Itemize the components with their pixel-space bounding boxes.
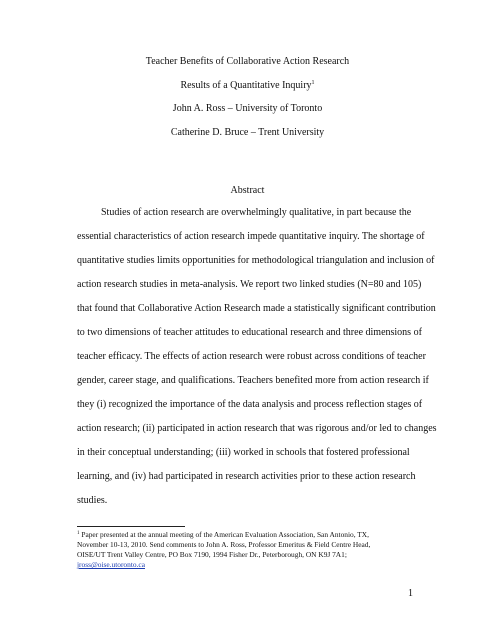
footnote-line: OISE/UT Trent Valley Centre, PO Box 7190, 1994 Fisher Dr., Peterborough, ON K9J 7A1; [77, 550, 347, 559]
footnote-mark: 1 [77, 531, 80, 536]
abstract-line: essential characteristics of action research impede quantitative inquiry. The shortage of [77, 231, 425, 242]
abstract-line: learning, and (iv) had participated in research activities prior to these action research [77, 471, 416, 482]
paper-title: Teacher Benefits of Collaborative Action Research [145, 56, 350, 67]
abstract-line: teacher efficacy. The effects of action research were robust across conditions of teacher [77, 351, 426, 362]
footnote-line: November 10-13, 2010. Send comments to John A. Ross, Professor Emeritus & Field Centre Head, [77, 540, 371, 549]
abstract-line: to two dimensions of teacher attitudes to educational research and three dimensions of [77, 327, 422, 338]
abstract-line: in their conceptual understanding; (iii) worked in schools that fostered professional [77, 447, 410, 458]
footnote-line [77, 530, 369, 540]
abstract-line: action research; (ii) participated in action research that was rigorous and/or led to changes [77, 423, 437, 434]
abstract-line: action research studies in meta-analysis. We report two linked studies (N=80 and 105) [77, 279, 422, 290]
author-2: Catherine D. Bruce – Trent University [170, 127, 325, 138]
abstract-line: that found that Collaborative Action Research made a statistically significant contribution [77, 303, 436, 314]
footnote-separator [77, 526, 185, 527]
author-1: John A. Ross – University of Toronto [172, 103, 323, 114]
abstract-line: Studies of action research are overwhelmingly qualitative, in part because the [101, 207, 412, 218]
abstract-line: gender, career stage, and qualifications. Teachers benefited more from action research if [77, 375, 429, 386]
abstract-line: quantitative studies limits opportunities for methodological triangulation and inclusion of [77, 255, 435, 266]
email-link[interactable]: jross@oise.utoronto.ca [77, 560, 145, 569]
subtitle-text: Results of a Quantitative Inquiry [180, 80, 312, 91]
abstract-line: studies. [77, 495, 108, 506]
footnote-reference: 1 [311, 80, 315, 86]
footnote-text: Paper presented at the annual meeting of the American Evaluation Association, San Antonio, TX, [79, 530, 369, 539]
page-number: 1 [408, 588, 413, 599]
abstract-heading: Abstract [230, 185, 265, 196]
abstract-line: they (i) recognized the importance of the data analysis and process reflection stages of [77, 399, 423, 410]
paper-subtitle [0, 80, 495, 92]
